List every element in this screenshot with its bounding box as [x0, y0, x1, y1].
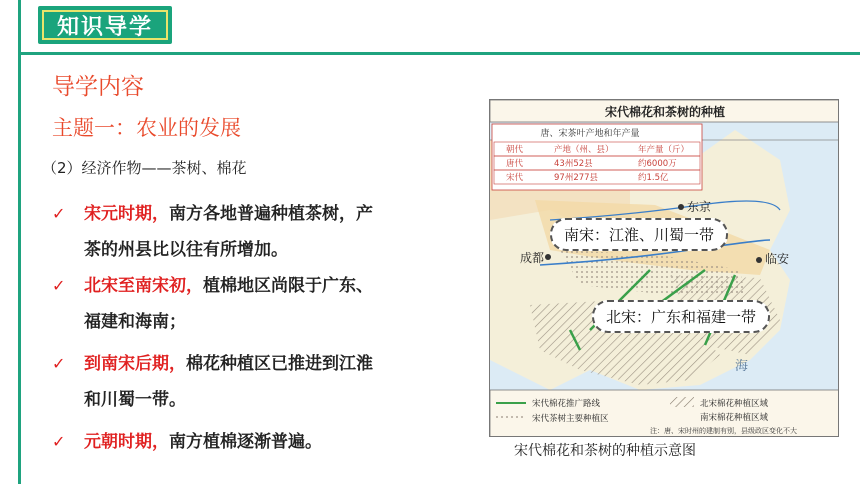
- header-divider: [18, 52, 860, 55]
- checkmark-icon: ✓: [52, 204, 66, 223]
- callout-south-song: 南宋：江淮、川蜀一带: [550, 218, 728, 251]
- table-header: 年产量（斤）: [638, 145, 690, 155]
- topic-heading: 主题一：农业的发展: [52, 116, 241, 140]
- item-line1: 棉花种植区已推进到江淮: [186, 354, 373, 374]
- item-line2: 福建和海南；: [84, 312, 186, 332]
- item-line1: 植棉地区尚限于广东、: [203, 276, 373, 296]
- item-highlight: 北宋至南宋初，: [84, 276, 203, 296]
- item-highlight: 宋元时期，: [84, 204, 169, 224]
- table-cell: 43州52县: [554, 159, 593, 169]
- table-header: 朝代: [506, 145, 524, 155]
- item-highlight: 到南宋后期，: [84, 354, 186, 374]
- item-line1: 南方各地普遍种植茶树，产: [169, 204, 373, 224]
- checkmark-icon: ✓: [52, 354, 66, 373]
- city-marker: [756, 257, 762, 263]
- item-line1: 南方植棉逐渐普遍。: [169, 432, 322, 452]
- table-title: 唐、宋茶叶产地和年产量: [540, 129, 640, 139]
- legend-item: 宋代茶树主要种植区: [532, 414, 609, 424]
- legend-item: 宋代棉花推广路线: [532, 399, 601, 409]
- table-cell: 约6000万: [638, 159, 677, 169]
- sea-label: 海: [735, 359, 749, 374]
- map-graphic: [490, 100, 839, 437]
- table-cell: 97州277县: [554, 173, 599, 183]
- map-title: 宋代棉花和茶树的种植: [604, 105, 726, 119]
- table-header: 产地（州、县）: [554, 145, 614, 155]
- table-cell: 唐代: [506, 159, 524, 169]
- city-marker: [678, 204, 684, 210]
- checkmark-icon: ✓: [52, 432, 66, 451]
- section-title-badge: [38, 6, 172, 44]
- legend-item: 北宋棉花种植区域: [700, 399, 769, 409]
- page-heading: 导学内容: [52, 74, 144, 100]
- item-line2: 茶的州县比以往有所增加。: [84, 240, 288, 260]
- song-dynasty-map: [489, 99, 839, 437]
- left-accent-line: [18, 0, 21, 484]
- city-label: 东京: [687, 200, 712, 214]
- city-marker: [545, 254, 551, 260]
- table-cell: 约1.5亿: [638, 173, 669, 183]
- item-line2: 和川蜀一带。: [84, 390, 186, 410]
- legend-item: 南宋棉花种植区域: [700, 413, 769, 423]
- map-caption: 宋代棉花和茶树的种植示意图: [514, 443, 696, 459]
- checkmark-icon: ✓: [52, 276, 66, 295]
- legend-note: 注：唐、宋时州的建制有别，县级政区变化不大: [650, 427, 797, 435]
- section-title: 知识导学: [42, 10, 168, 40]
- section-label: （2）经济作物——茶树、棉花: [42, 159, 247, 177]
- city-label: 成都: [520, 251, 545, 265]
- callout-north-song: 北宋：广东和福建一带: [592, 300, 770, 333]
- table-cell: 宋代: [506, 173, 524, 183]
- city-label: 临安: [765, 252, 790, 266]
- item-highlight: 元朝时期，: [84, 432, 169, 452]
